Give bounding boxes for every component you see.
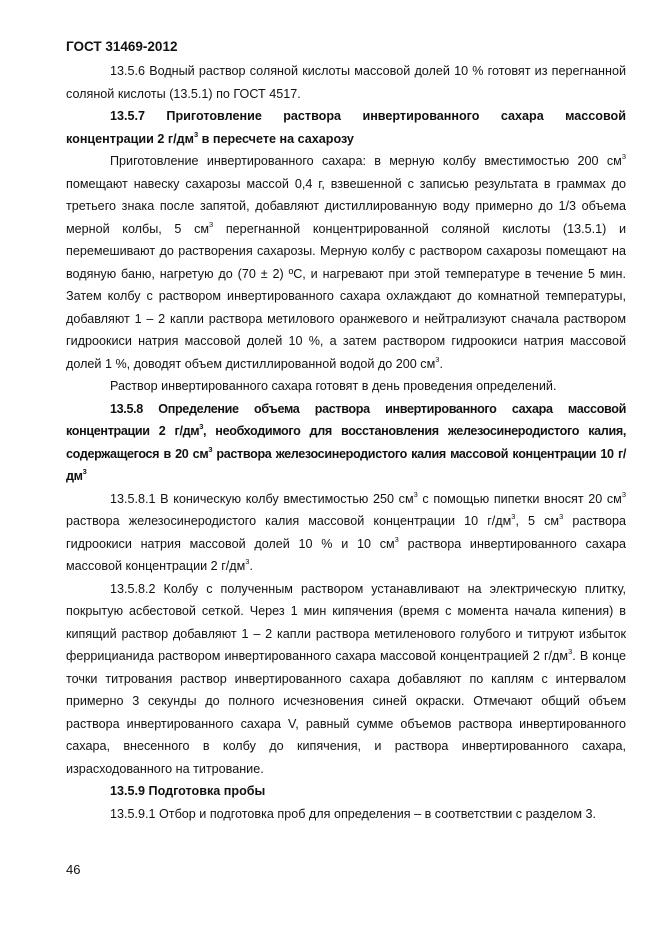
paragraph: 13.5.6 Водный раствор соляной кислоты массовой долей 10 % готовят из перегнанной соляной кислоты (13.5.1) по ГОСТ 4517.	[66, 64, 626, 101]
section-heading: 13.5.7 Приготовление раствора инвертированного сахара массовой концентрации 2 $г/дм^3$ в пересчете на сахарозу	[66, 109, 626, 146]
paragraph: Раствор инвертированного сахара готовят в день проведения определений.	[110, 379, 557, 393]
paragraph: Приготовление инвертированного сахара: в мерную колбу вместимостью 200 $см^3$ помещают навеску сахарозы массой 0,4 г, взвешенной с записью результата в граммах до третьего знака после запятой, добавляют дистиллированную воду примерно до 1/3 объема мерной колбы, 5 $см^3$ перегнанной концентрированной соляной кислоты (13.5.1) и перемешивают до растворения сахарозы. Мерную колбу с раствором сахарозы помещают на водяную баню, нагретую до (70 ± 2) ºС, и нагревают при этой температуре в течение 5 мин. Затем колбу с раствором инвертированного сахара охлаждают до комнатной температуры, добавляют 1 – 2 капли раствора метилового оранжевого и нейтрализуют сначала раствором гидроокиси натрия массовой долей 10 %, а затем раствором гидроокиси натрия массовой долей 1 %, доводят объем дистиллированной водой до 200 $см^3$.	[66, 152, 626, 371]
page-number: 46	[66, 862, 81, 877]
paragraph: 13.5.8.2 Колбу с полученным раствором устанавливают на электрическую плитку, покрытую асбестовой сеткой. Через 1 мин кипячения (время с момента начала кипения) в кипящий раствор добавляют 1 – 2 капли раствора метиленового голубого и титруют избыток феррицианида раствором инвертированного сахара массовой концентрацией 2 $г/дм^3$. В конце точки титрования раствор инвертированного сахара добавляют по каплям с интервалом примерно 3 секунды до полного исчезновения синей окраски. Отмечают общий объем раствора инвертированного сахара V, равный сумме объемов раствора инвертированного сахара, внесенного в колбу до кипячения, и раствора инвертированного сахара, израсходованного на титрование.	[66, 581, 626, 776]
document-body	[66, 60, 626, 825]
section-heading: 13.5.8 Определение объема раствора инвертированного сахара массовой концентрации 2 $г/дм^3$, необходимого для восстановления железосинеродистого калия, содержащегося в 20 $см^3$ раствора железосинеродистого калия массовой концентрации 10 $г/дм^3$	[66, 401, 626, 483]
document-header: ГОСТ 31469-2012	[66, 39, 178, 54]
section-heading: 13.5.9 Подготовка пробы	[110, 784, 266, 798]
document-page	[66, 38, 626, 825]
paragraph: 13.5.9.1 Отбор и подготовка проб для определения – в соответствии с разделом 3.	[110, 806, 597, 821]
paragraph: 13.5.8.1 В коническую колбу вместимостью 250 $см^3$ с помощью пипетки вносят 20 $см^3$ раствора железосинеродистого калия массовой концентрации 10 $г/дм^3$, 5 $см^3$ раствора гидроокиси натрия массовой долей 10 % и 10 $см^3$ раствора инвертированного сахара массовой концентрации 2 $г/дм^3$.	[66, 489, 627, 573]
